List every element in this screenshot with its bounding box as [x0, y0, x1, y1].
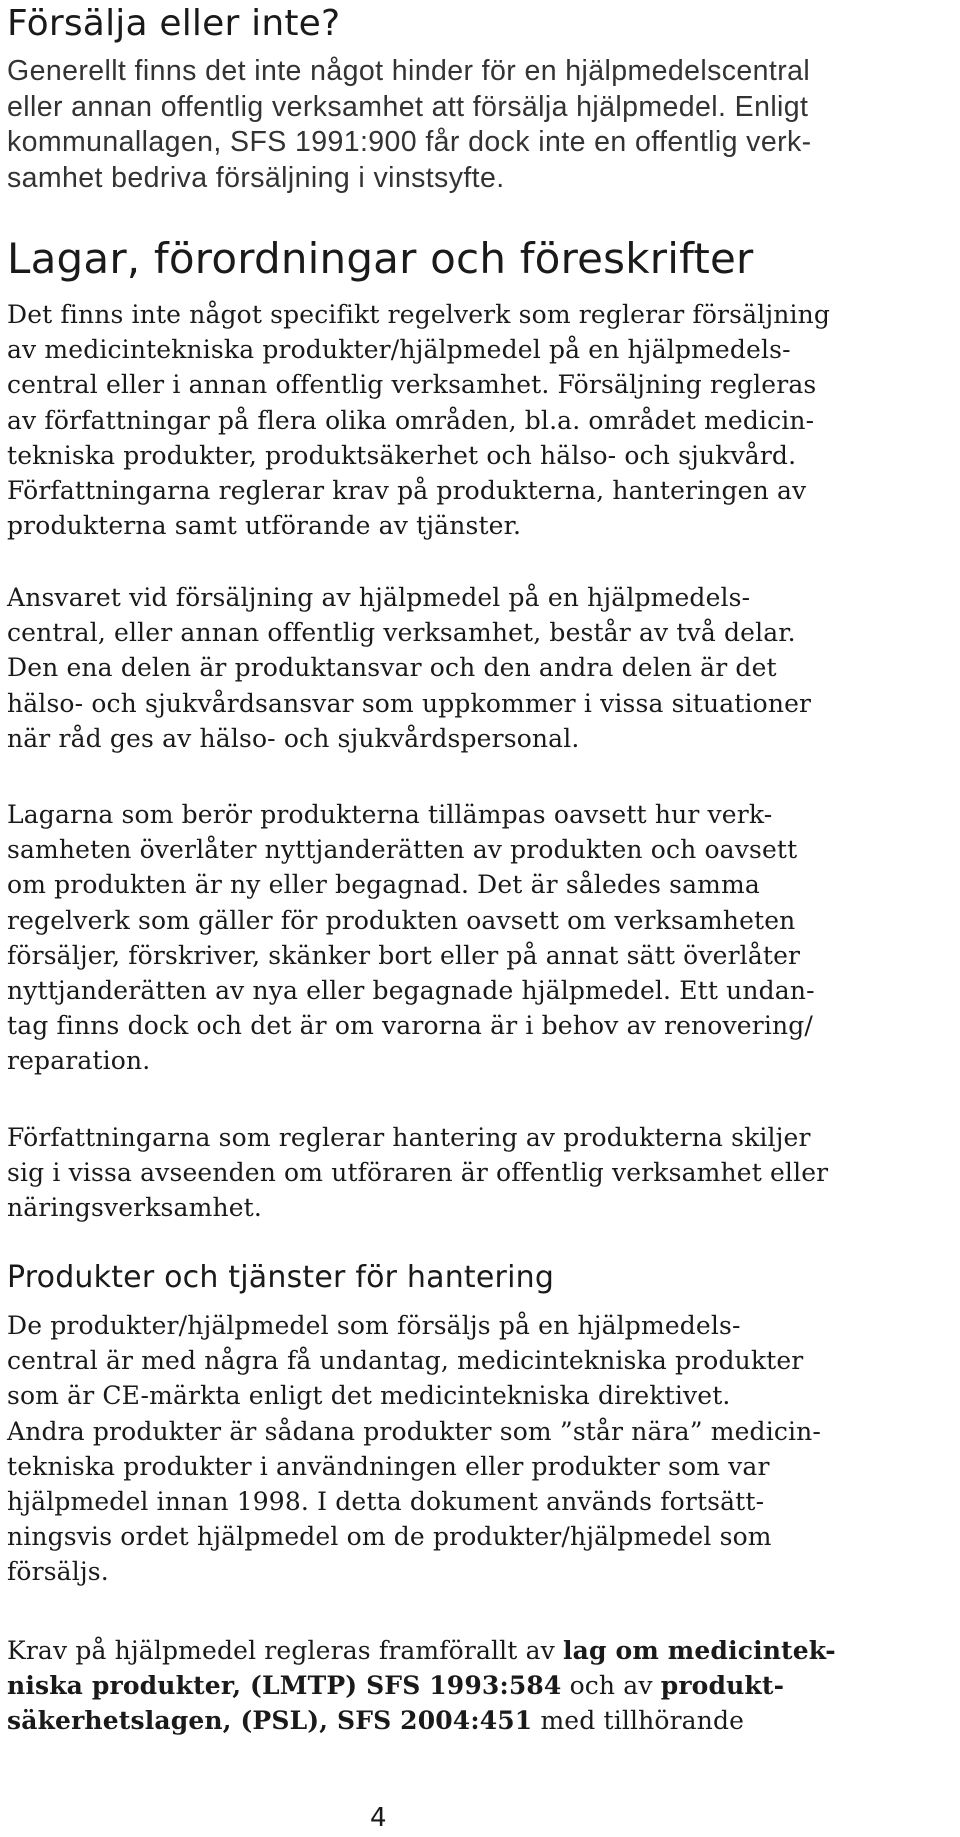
paragraph-de-produkter: [7, 1308, 952, 1590]
paragraph-line: hälso- och sjukvårdsansvar som uppkommer i vissa situationer: [7, 688, 812, 718]
paragraph-line: regelverk som gäller för produkten oavsett om verksamheten: [7, 905, 796, 935]
paragraph-line: kommunallagen, SFS 1991:900 får dock inte en offentlig verk-: [7, 126, 812, 158]
law-reference-bold: säkerhetslagen, (PSL), SFS 2004:451: [7, 1706, 533, 1736]
paragraph-line: tag finns dock och det är om varorna är i behov av renovering/: [7, 1011, 813, 1041]
text-span: och av: [561, 1671, 661, 1701]
paragraph-line: De produkter/hjälpmedel som försäljs på en hjälpmedels-: [7, 1311, 741, 1340]
paragraph-line: [7, 1633, 952, 1668]
paragraph-line: som är CE-märkta enligt det medicintekniska direktivet.: [7, 1381, 731, 1411]
paragraph-line: tekniska produkter, produktsäkerhet och hälso- och sjukvård.: [7, 440, 797, 470]
paragraph-line: Författningarna reglerar krav på produkterna, hanteringen av: [7, 476, 807, 506]
paragraph-regelverk: [7, 297, 952, 543]
text-span: med tillhörande: [532, 1706, 745, 1736]
paragraph-line: eller annan offentlig verksamhet att försälja hjälpmedel. Enligt: [7, 90, 809, 123]
paragraph-forfattningarna: [7, 1120, 952, 1226]
heading-forsalja-eller-inte: Försälja eller inte?: [7, 3, 341, 44]
heading-produkter-och-tjanster: Produkter och tjänster för hantering: [7, 1260, 555, 1295]
paragraph-line: Lagarna som berör produkterna tillämpas oavsett hur verk-: [7, 800, 773, 829]
law-reference-bold: lag om medicintek-: [563, 1636, 836, 1665]
heading-lagar-forordningar: Lagar, förordningar och föreskrifter: [7, 234, 754, 283]
paragraph-line: Författningarna som reglerar hantering av produkterna skiljer: [7, 1123, 811, 1152]
paragraph-line: produkterna samt utförande av tjänster.: [7, 511, 522, 541]
paragraph-line: tekniska produkter i användningen eller produkter som var: [7, 1451, 770, 1481]
page-number: 4: [370, 1803, 387, 1833]
paragraph-line: ningsvis ordet hjälpmedel om de produkter/hjälpmedel som: [7, 1522, 772, 1552]
paragraph-generellt: [7, 54, 952, 196]
paragraph-line: Det finns inte något specifikt regelverk som reglerar försäljning: [7, 300, 831, 329]
paragraph-line: när råd ges av hälso- och sjukvårdspersonal.: [7, 723, 580, 753]
paragraph-line: sig i vissa avseenden om utföraren är offentlig verksamhet eller: [7, 1158, 829, 1188]
paragraph-line: näringsverksamhet.: [7, 1193, 262, 1223]
paragraph-line: Den ena delen är produktansvar och den andra delen är det: [7, 653, 777, 683]
paragraph-line: central är med några få undantag, medicintekniska produkter: [7, 1346, 804, 1376]
paragraph-line: central eller i annan offentlig verksamhet. Försäljning regleras: [7, 370, 817, 400]
paragraph-line: [7, 1668, 952, 1703]
paragraph-ansvaret: [7, 580, 952, 756]
paragraph-line: av författningar på flera olika områden, bl.a. området medicin-: [7, 405, 815, 435]
paragraph-line: om produkten är ny eller begagnad. Det är således samma: [7, 870, 760, 900]
paragraph-line: Generellt finns det inte något hinder för en hjälpmedelscentral: [7, 55, 811, 87]
paragraph-krav-pa-hjalpmedel: [7, 1633, 952, 1739]
paragraph-line: samheten överlåter nyttjanderätten av produkten och oavsett: [7, 835, 798, 865]
paragraph-line: Ansvaret vid försäljning av hjälpmedel på en hjälpmedels-: [7, 583, 751, 612]
paragraph-line: Andra produkter är sådana produkter som ”står nära” medicin-: [7, 1416, 821, 1446]
paragraph-lagarna: [7, 797, 952, 1079]
law-reference-bold: produkt-: [660, 1671, 785, 1701]
paragraph-line: försäljs.: [7, 1557, 109, 1587]
paragraph-line: samhet bedriva försäljning i vinstsyfte.: [7, 161, 505, 194]
law-reference-bold: niska produkter, (LMTP) SFS 1993:584: [7, 1671, 562, 1701]
paragraph-line: reparation.: [7, 1046, 151, 1076]
paragraph-line: hjälpmedel innan 1998. I detta dokument används fortsätt-: [7, 1487, 765, 1517]
paragraph-line: av medicintekniska produkter/hjälpmedel på en hjälpmedels-: [7, 335, 791, 365]
paragraph-line: nyttjanderätten av nya eller begagnade hjälpmedel. Ett undan-: [7, 976, 815, 1006]
paragraph-line: central, eller annan offentlig verksamhet, består av två delar.: [7, 618, 796, 648]
paragraph-line: försäljer, förskriver, skänker bort eller på annat sätt överlåter: [7, 940, 801, 970]
text-span: Krav på hjälpmedel regleras framförallt av: [7, 1636, 564, 1665]
paragraph-line: [7, 1703, 952, 1738]
